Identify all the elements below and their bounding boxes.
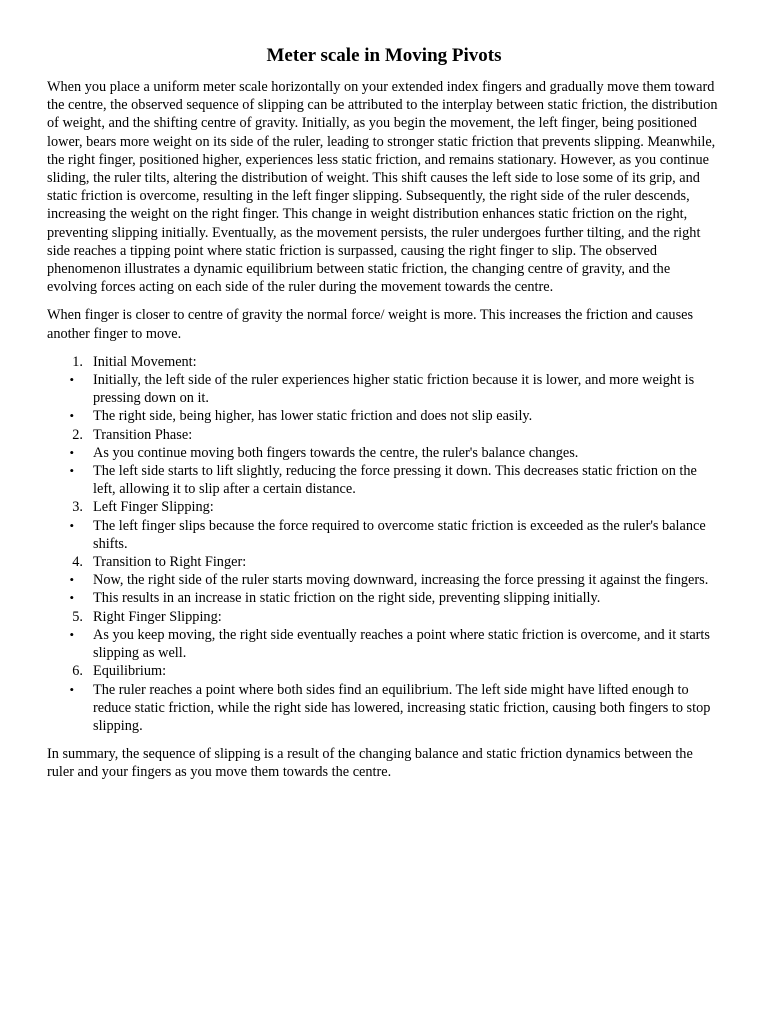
- bullet-text: Now, the right side of the ruler starts moving downward, increasing the force pressing it against the fingers.: [93, 572, 709, 589]
- document-title: Meter scale in Moving Pivots: [266, 45, 502, 66]
- step-heading: Equilibrium:: [93, 663, 167, 680]
- step-bullet-item: [47, 517, 721, 553]
- step-number: 2.: [72, 426, 83, 443]
- step-bullet-item: [47, 462, 721, 498]
- intro-paragraph: When you place a uniform meter scale horizontally on your extended index fingers and gradually move them toward the centre, the observed sequence of slipping can be attributed to the interplay between static friction, the distribution of weight, and the shifting centre of gravity. Initially, as you begin the movement, the left finger, being positioned lower, bears more weight on its side of the ruler, leading to stronger static friction that prevents slipping. Meanwhile, the right finger, positioned higher, experiences less static friction, and remains stationary. However, as you continue sliding, the ruler tilts, altering the distribution of weight. This shift causes the left side to lose some of its grip, and static friction is overcome, resulting in the left finger slipping. Subsequently, the right side of the ruler descends, increasing the weight on the right finger. This change in weight distribution enhances static friction on the right, preventing slipping initially. Eventually, as the movement persists, the ruler undergoes further tilting, and the right side reaches a tipping point where static friction is surpassed, causing the right finger to slip. The observed phenomenon illustrates a dynamic equilibrium between static friction, the changing centre of gravity, and the evolving forces acting on each side of the ruler during the movement towards the centre.: [47, 79, 718, 296]
- bullet-text: The left finger slips because the force required to overcome static friction is exceeded as the ruler's balance shifts.: [93, 517, 706, 552]
- bullet-text: The right side, being higher, has lower static friction and does not slip easily.: [93, 408, 533, 425]
- bullet-icon: •: [69, 517, 74, 533]
- bullet-icon: •: [69, 681, 74, 697]
- step-bullet-item: [47, 626, 721, 662]
- bullet-text: This results in an increase in static friction on the right side, preventing slipping initially.: [93, 590, 601, 607]
- step-number: 5.: [72, 608, 83, 625]
- step-heading: Left Finger Slipping:: [93, 499, 214, 516]
- step-bullet-item: [47, 589, 721, 607]
- bullet-icon: •: [69, 590, 74, 606]
- bullet-icon: •: [69, 372, 74, 388]
- step-heading: Transition Phase:: [93, 426, 193, 443]
- bullet-icon: •: [69, 408, 74, 424]
- step-heading-item: [47, 662, 721, 680]
- bullet-text: Initially, the left side of the ruler experiences higher static friction because it is lower, and more weight is pressing down on it.: [93, 372, 695, 407]
- step-number: 6.: [72, 663, 83, 680]
- step-bullet-item: [47, 681, 721, 736]
- step-heading-item: [47, 498, 721, 516]
- step-number: 4.: [72, 554, 83, 571]
- steps-list: [47, 353, 721, 735]
- step-heading-item: [47, 426, 721, 444]
- bullet-text: As you continue moving both fingers towards the centre, the ruler's balance changes.: [93, 444, 579, 461]
- step-bullet-item: [47, 571, 721, 589]
- summary-paragraph: In summary, the sequence of slipping is a result of the changing balance and static friction dynamics between the ruler and your fingers as you move them towards the centre.: [47, 746, 693, 781]
- step-number: 3.: [72, 499, 83, 516]
- step-heading: Right Finger Slipping:: [93, 608, 222, 625]
- step-heading-item: [47, 553, 721, 571]
- step-bullet-item: [47, 444, 721, 462]
- second-paragraph: When finger is closer to centre of gravity the normal force/ weight is more. This increases the friction and causes another finger to move.: [47, 307, 694, 342]
- step-heading-item: [47, 608, 721, 626]
- step-bullet-item: [47, 371, 721, 407]
- step-heading-item: [47, 353, 721, 371]
- bullet-icon: •: [69, 626, 74, 642]
- step-heading: Transition to Right Finger:: [93, 554, 247, 571]
- bullet-icon: •: [69, 463, 74, 479]
- bullet-text: The ruler reaches a point where both sides find an equilibrium. The left side might have lifted enough to reduce static friction, while the right side has lowered, increasing static friction, causing both fingers to stop slipping.: [93, 681, 711, 734]
- bullet-icon: •: [69, 572, 74, 588]
- step-number: 1.: [72, 353, 83, 370]
- bullet-text: As you keep moving, the right side eventually reaches a point where static friction is overcome, and it starts slipping as well.: [93, 626, 710, 662]
- bullet-text: The left side starts to lift slightly, reducing the force pressing it down. This decreases static friction on the left, allowing it to slip after a certain distance.: [93, 463, 697, 498]
- step-heading: Initial Movement:: [93, 353, 197, 370]
- bullet-icon: •: [69, 444, 74, 460]
- step-bullet-item: [47, 407, 721, 425]
